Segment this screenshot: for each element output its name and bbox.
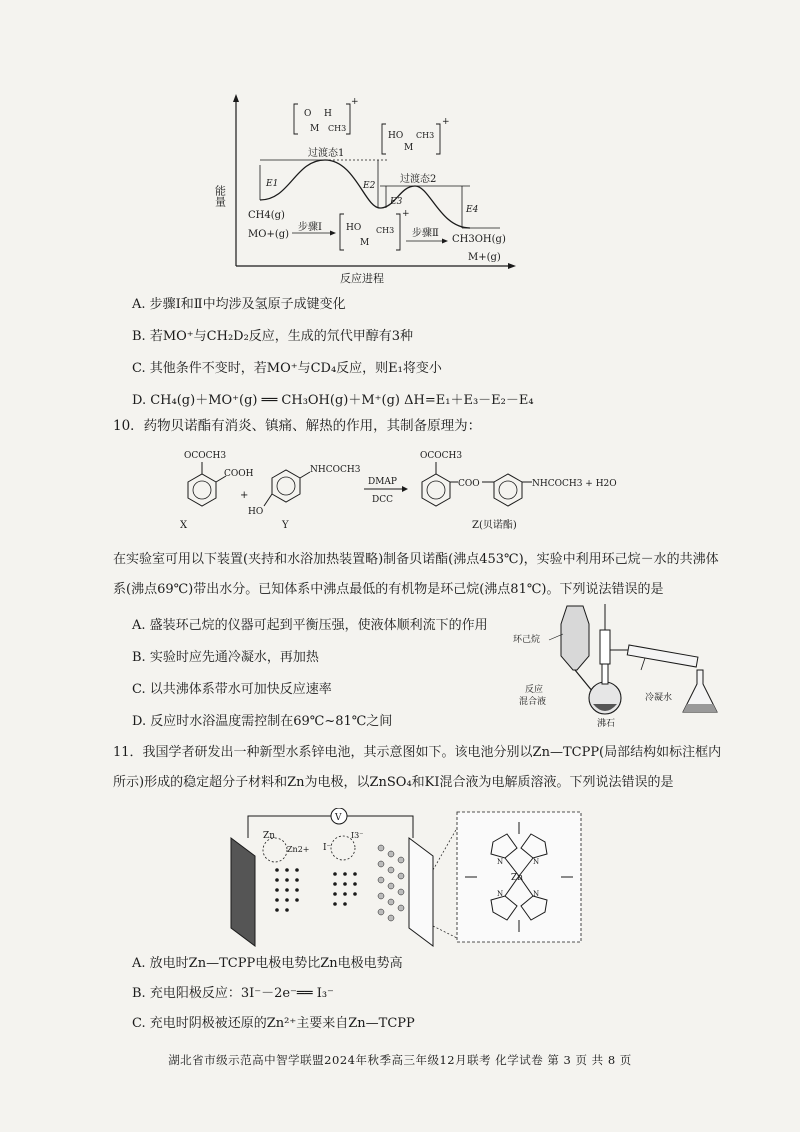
label-mixture-2: 混合液 bbox=[519, 697, 547, 707]
label-mixture-1: 反应 bbox=[525, 685, 544, 695]
q11-option-b[interactable] bbox=[132, 982, 334, 1001]
e1-label: E1 bbox=[266, 179, 279, 189]
q9-option-a[interactable] bbox=[132, 293, 346, 312]
option-text: 其他条件不变时，若MO⁺与CD₄反应，则E₁将变小 bbox=[149, 361, 442, 376]
energy-profile-diagram bbox=[200, 90, 520, 285]
x-axis-label: 反应进程 bbox=[340, 272, 384, 285]
option-text: CH₄(g)＋MO⁺(g) ══ CH₃OH(g)＋M⁺(g) ΔH=E₁＋E₃－E₂－E₄ bbox=[150, 393, 534, 408]
n-atom-4: N bbox=[533, 890, 540, 898]
option-text: 步骤Ⅰ和Ⅱ中均涉及氢原子成键变化 bbox=[149, 297, 346, 312]
intermediate-structure bbox=[340, 209, 410, 250]
dropping-funnel bbox=[561, 606, 589, 670]
n-atom-2: N bbox=[533, 858, 540, 866]
apparatus-diagram bbox=[505, 600, 735, 730]
option-text: 盛装环己烷的仪器可起到平衡压强，使液体顺利流下的作用 bbox=[149, 618, 488, 633]
option-label: B. bbox=[132, 329, 146, 344]
label-x: X bbox=[180, 520, 188, 531]
z-aromatic-circle-2 bbox=[499, 481, 517, 499]
label-iodide: I⁻ bbox=[323, 843, 332, 853]
condenser bbox=[627, 645, 698, 667]
ts1-atom-h: H bbox=[324, 109, 332, 119]
page-footer: 湖北省市级示范高中智学联盟2024年秋季高三年级12月联考 化学试卷 第 3 页 共 8 页 bbox=[168, 1053, 632, 1067]
int-atom-ch3: CH3 bbox=[376, 226, 395, 235]
q10-stem: 10．药物贝诺酯有消炎、镇痛、解热的作用，其制备原理为： bbox=[113, 418, 482, 434]
z-ester: COO bbox=[458, 479, 480, 489]
label-triiodide: I3⁻ bbox=[351, 831, 364, 840]
reactant-ch4: CH4(g) bbox=[248, 210, 285, 221]
y-aromatic-circle bbox=[277, 477, 295, 495]
water-separator bbox=[600, 630, 610, 664]
z-benzene-ring-1 bbox=[422, 474, 450, 506]
option-text: 若MO⁺与CH₂D₂反应，生成的氘代甲醇有3种 bbox=[149, 329, 414, 344]
reaction-scheme bbox=[160, 448, 640, 534]
voltmeter-label: V bbox=[335, 813, 342, 823]
reagent-dmap: DMAP bbox=[368, 477, 397, 487]
ion-dots bbox=[275, 868, 357, 912]
option-label: B. bbox=[132, 650, 146, 665]
option-text: 放电时Zn—TCPP电极电势比Zn电极电势高 bbox=[149, 956, 403, 971]
x-axis-arrow-icon bbox=[508, 263, 516, 269]
q9-option-c[interactable] bbox=[132, 357, 442, 376]
ts1-structure bbox=[294, 97, 359, 134]
battery-diagram bbox=[225, 808, 595, 948]
ts1-charge: + bbox=[351, 97, 359, 107]
int-atom-ho: HO bbox=[346, 223, 362, 233]
label-z: Z(贝诺酯) bbox=[472, 520, 517, 531]
product-m: M+(g) bbox=[468, 252, 501, 263]
step1-arrowhead-icon bbox=[330, 231, 336, 236]
q11-option-a[interactable] bbox=[132, 952, 403, 971]
y-axis-arrow-icon bbox=[233, 94, 239, 102]
q10-option-b[interactable] bbox=[132, 646, 319, 665]
y-benzene-ring bbox=[272, 470, 300, 502]
q9-option-b[interactable] bbox=[132, 325, 413, 344]
label-zn: Zn bbox=[263, 831, 276, 841]
x-substituent: OCOCH3 bbox=[184, 451, 227, 461]
option-text: 以共沸体系带水可加快反应速率 bbox=[149, 682, 332, 697]
label-y: Y bbox=[282, 520, 289, 531]
int-charge: + bbox=[402, 209, 410, 219]
framework-material bbox=[378, 845, 404, 921]
option-label: C. bbox=[132, 361, 146, 376]
step2-arrowhead-icon bbox=[442, 239, 448, 244]
e2-label: E2 bbox=[363, 181, 376, 191]
option-label: B. bbox=[132, 986, 146, 1001]
reagent-dcc: DCC bbox=[372, 495, 393, 505]
q10-option-d[interactable] bbox=[132, 710, 392, 729]
x-aromatic-circle bbox=[193, 481, 211, 499]
option-label: D. bbox=[132, 714, 147, 729]
int-atom-m: M bbox=[360, 238, 370, 248]
y-axis-label: 能量 bbox=[213, 185, 227, 207]
energy-curve bbox=[260, 160, 470, 228]
option-text: 反应时水浴温度需控制在69℃~81℃之间 bbox=[150, 714, 393, 729]
step2-label: 步骤Ⅱ bbox=[412, 228, 439, 239]
label-cold-water: 冷凝水 bbox=[645, 693, 673, 703]
x-acid: COOH bbox=[224, 469, 254, 479]
ts2-atom-ho: HO bbox=[388, 131, 404, 141]
y-hydroxyl: HO bbox=[248, 507, 264, 517]
step1-label: 步骤Ⅰ bbox=[298, 222, 322, 233]
e4-label: E4 bbox=[466, 205, 479, 215]
option-label: C. bbox=[132, 682, 146, 697]
q10-option-c[interactable] bbox=[132, 678, 332, 697]
z-aromatic-circle-1 bbox=[427, 481, 445, 499]
ts1-atom-o: O bbox=[304, 109, 312, 119]
q9-option-d[interactable] bbox=[132, 389, 534, 408]
ts1-label: 过渡态1 bbox=[308, 148, 345, 159]
e3-label: E3 bbox=[390, 197, 403, 207]
tcpp-electrode bbox=[409, 838, 433, 946]
product-ch3oh: CH3OH(g) bbox=[452, 234, 506, 245]
x-benzene-ring bbox=[188, 474, 216, 506]
q10-option-a[interactable] bbox=[132, 614, 488, 633]
plus-sign: + bbox=[240, 490, 249, 501]
option-label: A. bbox=[132, 618, 146, 633]
option-text: 充电阳极反应：3I⁻－2e⁻══ I₃⁻ bbox=[149, 986, 334, 1001]
q11-option-c[interactable] bbox=[132, 1012, 415, 1031]
center-metal-label: Zn bbox=[511, 873, 524, 883]
zn-cycle-arrow bbox=[263, 838, 287, 862]
reactant-mo: MO+(g) bbox=[248, 229, 290, 240]
option-label: D. bbox=[132, 393, 147, 408]
q11-stem-line2: 所示)形成的稳定超分子材料和Zn为电极，以ZnSO₄和KI混合液为电解质溶液。下列说法错误的是 bbox=[113, 775, 674, 790]
y-substituent: NHCOCH3 bbox=[310, 465, 361, 475]
ts1-atom-m: M bbox=[310, 124, 320, 134]
option-text: 实验时应先通冷凝水，再加热 bbox=[149, 650, 319, 665]
z-amide: NHCOCH3 + H2O bbox=[532, 479, 617, 489]
label-boiling-chips: 沸石 bbox=[597, 719, 616, 729]
q11-stem-line1: 11．我国学者研发出一种新型水系锌电池，其示意图如下。该电池分别以Zn—TCPP(局部结构如标注框内 bbox=[113, 745, 722, 760]
q10-para-line2: 系(沸点69℃)带出水分。已知体系中沸点最低的有机物是环己烷(沸点81℃)。下列说法错误的是 bbox=[113, 582, 664, 597]
n-atom-1: N bbox=[497, 858, 504, 866]
option-text: 充电时阴极被还原的Zn²⁺主要来自Zn—TCPP bbox=[149, 1016, 415, 1031]
ts2-charge: + bbox=[442, 117, 450, 127]
ts2-structure bbox=[382, 117, 450, 154]
ts2-label: 过渡态2 bbox=[400, 174, 437, 185]
z-substituent: OCOCH3 bbox=[420, 451, 463, 461]
q10-para-line1: 在实验室可用以下装置(夹持和水浴加热装置略)制备贝诺酯(沸点453℃)，实验中利用环己烷－水的共沸体 bbox=[113, 552, 719, 567]
reaction-arrowhead-icon bbox=[402, 486, 408, 492]
label-zn2: Zn2+ bbox=[287, 845, 310, 854]
option-label: C. bbox=[132, 1016, 146, 1031]
z-benzene-ring-2 bbox=[494, 474, 522, 506]
label-cyclohexane: 环己烷 bbox=[513, 635, 541, 645]
ts2-atom-m: M bbox=[404, 143, 414, 153]
ts1-atom-ch3: CH3 bbox=[328, 124, 347, 133]
option-label: A. bbox=[132, 297, 146, 312]
option-label: A. bbox=[132, 956, 146, 971]
n-atom-3: N bbox=[497, 890, 504, 898]
ts2-atom-ch3: CH3 bbox=[416, 131, 435, 140]
zn-electrode bbox=[231, 838, 255, 946]
